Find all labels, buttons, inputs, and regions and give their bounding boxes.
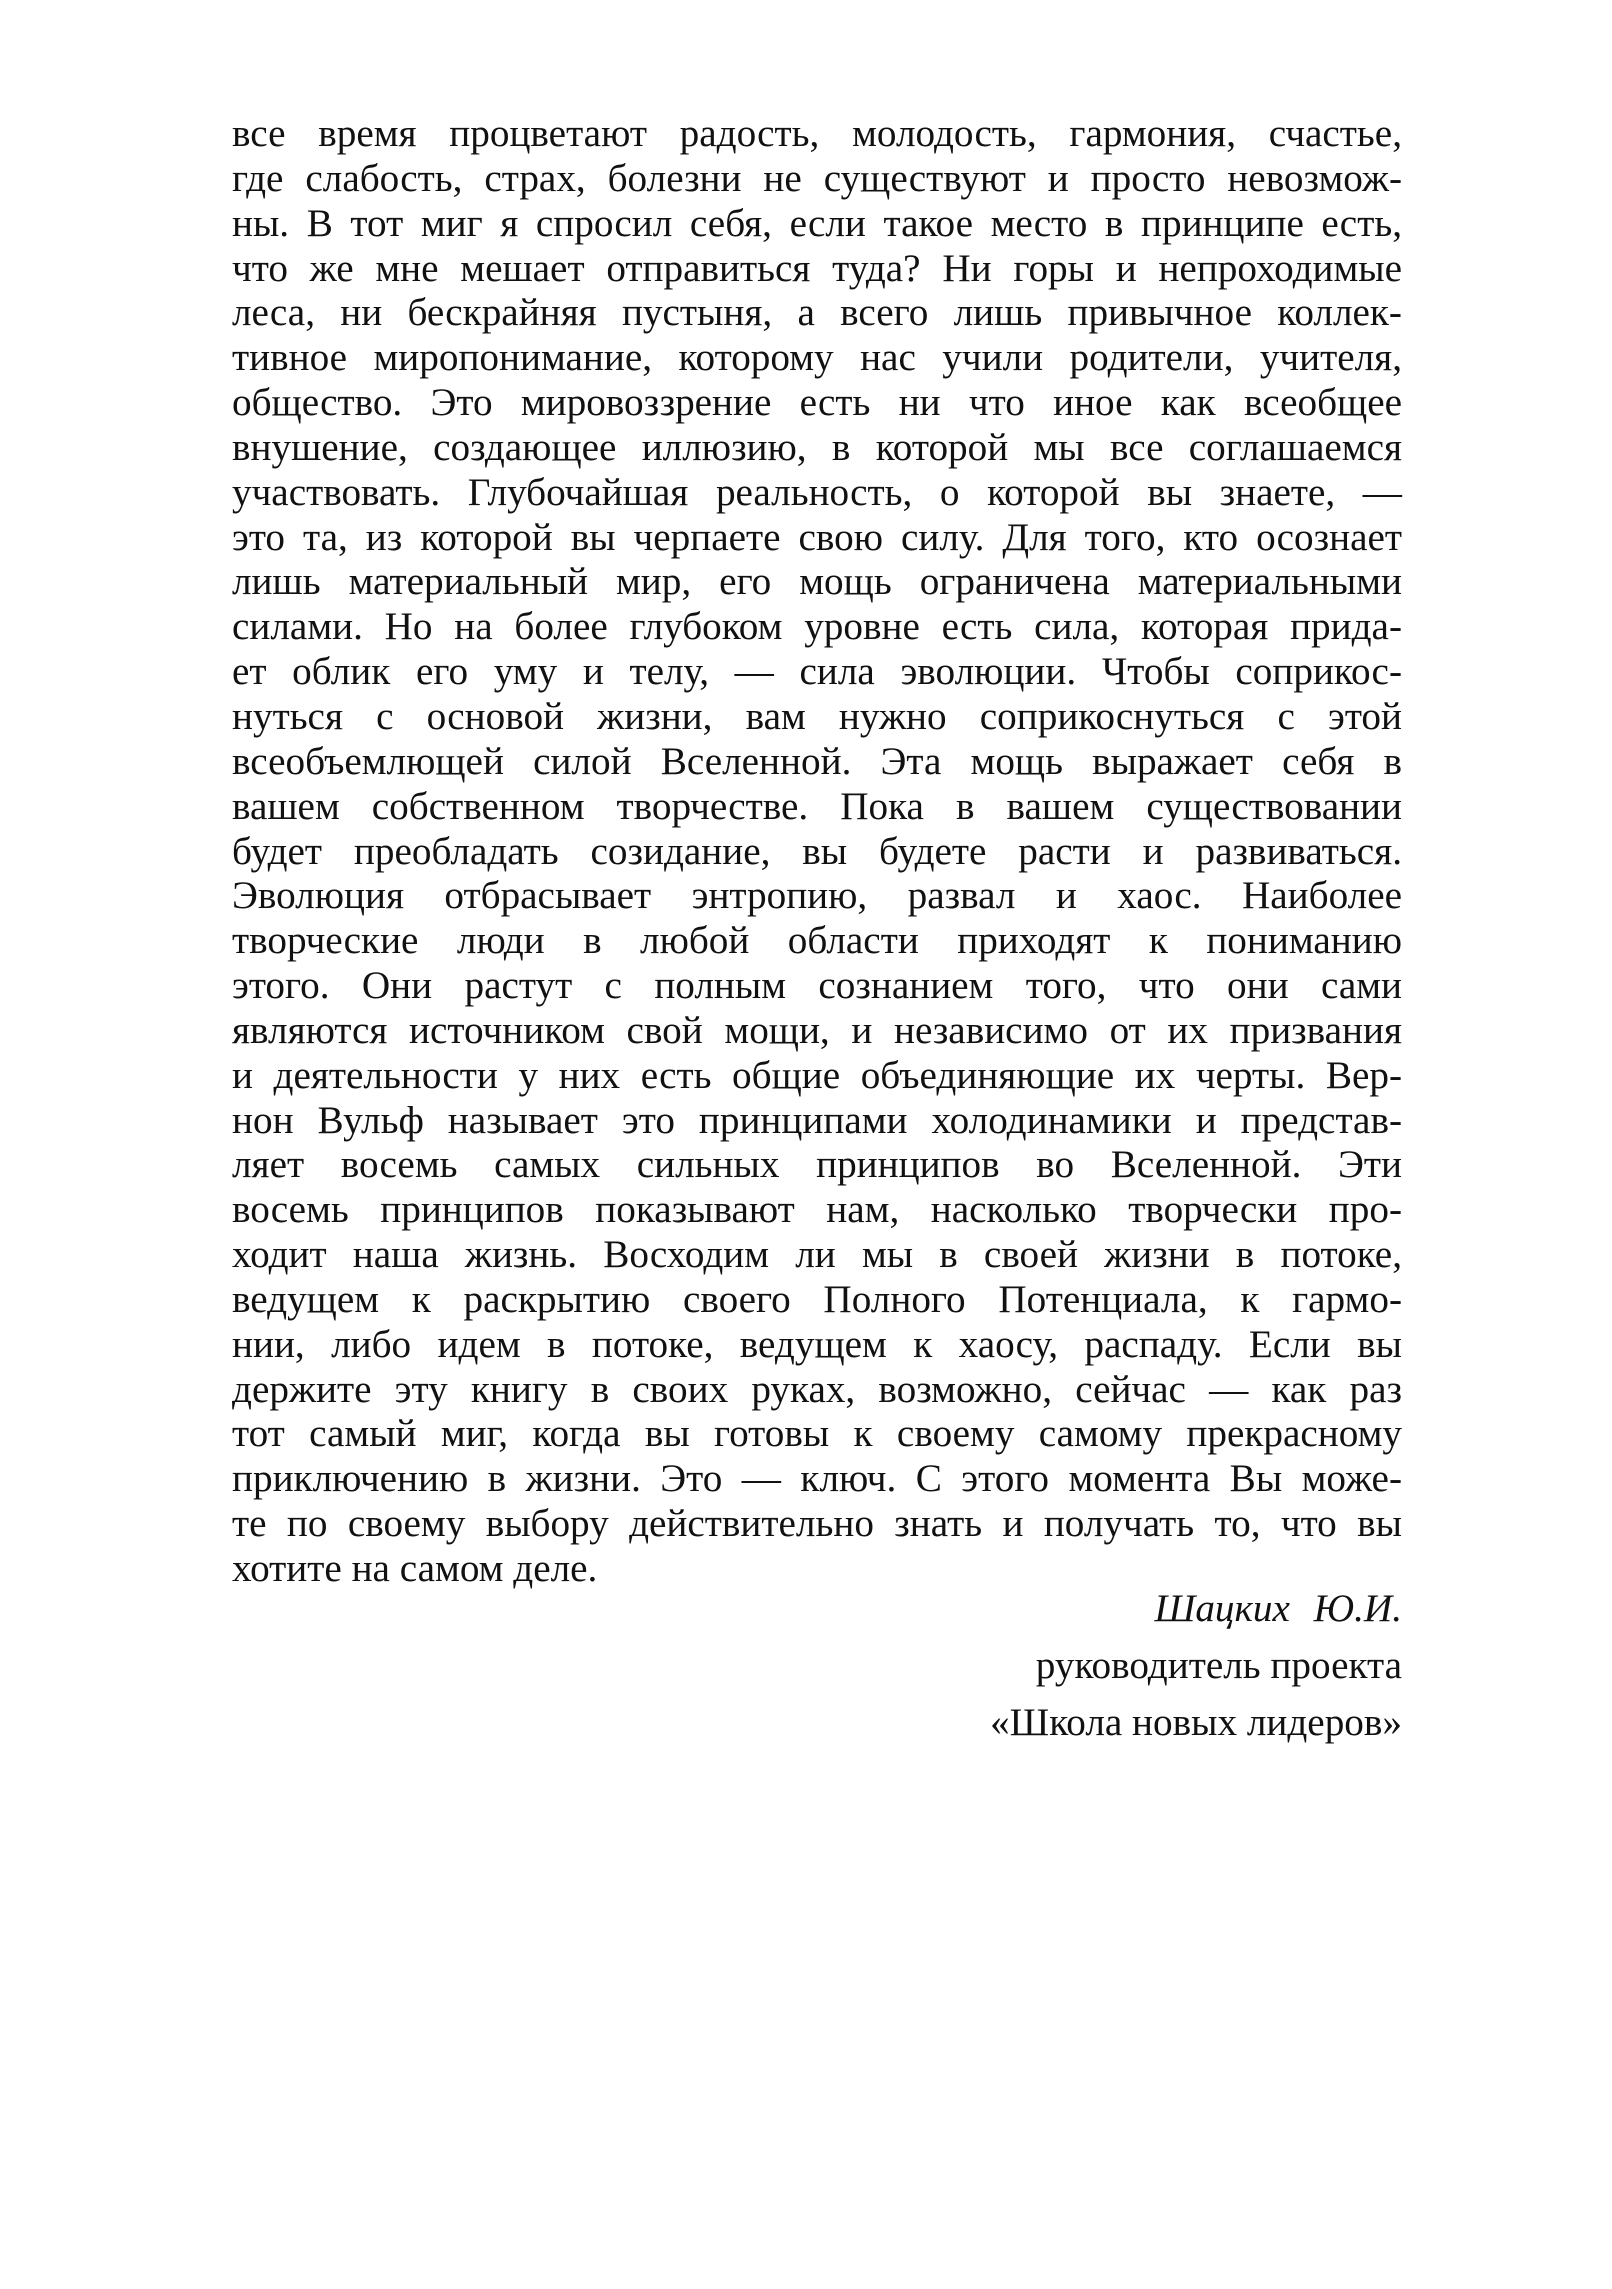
text-line: ходит наша жизнь. Восходим ли мы в своей жизни в потоке,	[232, 1233, 1402, 1277]
text-line: вашем собственном творчестве. Пока в вашем существовании	[232, 784, 1402, 828]
body-text	[232, 112, 1402, 1592]
text-line: что же мне мешает отправиться туда? Ни горы и непроходимые	[232, 246, 1402, 290]
text-line: участвовать. Глубочайшая реальность, о которой вы знаете, —	[232, 470, 1402, 514]
text-line: внушение, создающее иллюзию, в которой мы все соглашаемся	[232, 425, 1402, 469]
text-line: восемь принципов показывают нам, насколько творчески про-	[232, 1188, 1402, 1232]
text-line: ет облик его уму и телу, — сила эволюции. Чтобы соприкос-	[232, 650, 1402, 694]
text-line: ведущем к раскрытию своего Полного Потенциала, к гармо-	[232, 1277, 1402, 1321]
text-line: общество. Это мировоззрение есть ни что иное как всеобщее	[232, 381, 1402, 425]
text-line: Эволюция отбрасывает энтропию, развал и хаос. Наиболее	[232, 874, 1402, 918]
text-line: приключению в жизни. Это — ключ. С этого момента Вы може-	[232, 1457, 1402, 1501]
text-line: где слабость, страх, болезни не существуют и просто невозмож-	[232, 156, 1402, 200]
signature-block	[232, 1580, 1402, 1751]
text-line: ляет восемь самых сильных принципов во Вселенной. Эти	[232, 1143, 1402, 1187]
text-line: леса, ни бескрайняя пустыня, а всего лишь привычное коллек-	[232, 291, 1402, 335]
text-line: являются источником свой мощи, и независимо от их призвания	[232, 1008, 1402, 1052]
text-line: ны. В тот миг я спросил себя, если такое место в принципе есть,	[232, 201, 1402, 245]
text-line: лишь материальный мир, его мощь ограничена материальными	[232, 560, 1402, 604]
author-name: Шацких Ю.И.	[1154, 1587, 1402, 1630]
text-line: тот самый миг, когда вы готовы к своему самому прекрасному	[232, 1412, 1402, 1456]
text-line: те по своему выбору действительно знать и получать то, что вы	[232, 1502, 1402, 1546]
text-line: нон Вульф называет это принципами холодинамики и представ-	[232, 1098, 1402, 1142]
text-line: держите эту книгу в своих руках, возможно, сейчас — как раз	[232, 1367, 1402, 1411]
text-line: тивное миропонимание, которому нас учили родители, учителя,	[232, 336, 1402, 380]
text-line: все время процветают радость, молодость, гармония, счастье,	[232, 112, 1402, 155]
text-line: нии, либо идем в потоке, ведущем к хаосу, распаду. Если вы	[232, 1322, 1402, 1366]
text-line: силами. Но на более глубоком уровне есть сила, которая прида-	[232, 605, 1402, 649]
project-name: «Школа новых лидеров»	[990, 1701, 1402, 1744]
text-line: нуться с основой жизни, вам нужно соприкоснуться с этой	[232, 694, 1402, 738]
text-line: будет преобладать созидание, вы будете расти и развиваться.	[232, 829, 1402, 873]
text-line: и деятельности у них есть общие объединяющие их черты. Вер-	[232, 1053, 1402, 1097]
text-line: творческие люди в любой области приходят к пониманию	[232, 919, 1402, 963]
text-line: всеобъемлющей силой Вселенной. Эта мощь выражает себя в	[232, 739, 1402, 783]
author-role: руководитель проекта	[1035, 1644, 1402, 1687]
text-line: это та, из которой вы черпаете свою силу. Для того, кто осознает	[232, 515, 1402, 559]
text-line: этого. Они растут с полным сознанием того, что они сами	[232, 964, 1402, 1008]
text-line-last: хотите на самом деле.	[232, 1547, 598, 1590]
